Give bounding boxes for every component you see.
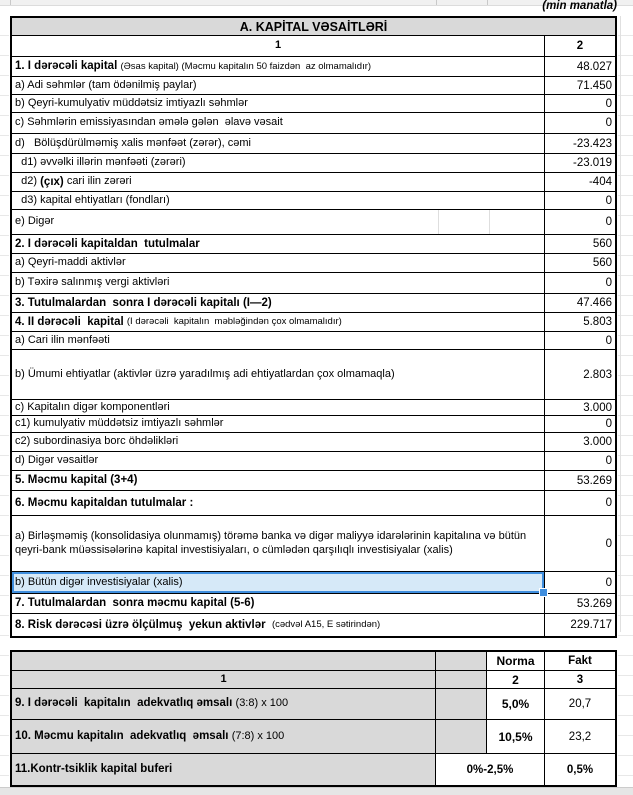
capital-table-title-cell[interactable]: A. KAPİTAL VƏSAİTLƏRİ <box>12 18 615 36</box>
capital-table-row <box>12 614 615 636</box>
capital-table-row <box>12 154 615 173</box>
capital-table-row <box>12 491 615 516</box>
cell-text: c1) kumulyativ müddətsiz imtiyazlı səhmlər <box>15 417 224 430</box>
adequacy-number-spacer-cell[interactable] <box>436 671 487 688</box>
norma-range-cell[interactable]: 0%-2,5% <box>436 754 545 785</box>
capital-table-row <box>12 416 615 433</box>
cell-text: a) Birləşməmiş (konsolidasiya olunmamış) törəmə banka və digər maliyyə idarələrinin kapitalına və bütün qeyri-bank müəssisələrinə kapital investisiyaları, o cümlədən qarşılıqlı investisiyalar (xalis) <box>15 530 530 556</box>
row-value-cell[interactable]: 0 <box>605 216 612 228</box>
norma-header-cell[interactable]: Norma <box>487 652 545 670</box>
row-label-cell[interactable] <box>12 192 545 209</box>
adequacy-label-cell[interactable] <box>12 720 436 753</box>
row-label-cell[interactable] <box>12 235 545 253</box>
row-value-cell[interactable]: -23.423 <box>572 137 612 150</box>
row-label-cell[interactable] <box>12 416 545 432</box>
capital-table-row <box>12 516 615 572</box>
cell-text: b) Təxirə salınmış vergi aktivləri <box>15 276 170 289</box>
cell-text: 3. Tutulmalardan sonra I dərəcəli kapitalı (I—2) <box>15 296 272 309</box>
row-value-cell[interactable]: 71.450 <box>576 79 612 92</box>
row-value-cell[interactable]: 560 <box>592 238 612 250</box>
capital-table-row <box>12 452 615 471</box>
row-value-cell[interactable]: 0 <box>605 576 612 589</box>
row-label-cell[interactable] <box>12 614 545 636</box>
cell-text: 4. II dərəcəli kapital <box>15 315 127 328</box>
row-value-cell[interactable]: 0 <box>605 455 612 467</box>
row-value-cell[interactable]: 3.000 <box>583 436 612 448</box>
norma-value-cell[interactable]: 10,5% <box>487 720 545 753</box>
capital-table-row <box>12 350 615 400</box>
cell-text: a) Qeyri-maddi aktivlər <box>15 256 126 269</box>
row-value-cell[interactable]: 0 <box>605 497 612 509</box>
capital-table <box>10 16 617 638</box>
capital-table-header-row <box>12 36 615 57</box>
capital-table-row <box>12 273 615 294</box>
cell-text: 8. Risk dərəcəsi üzrə ölçülmuş yekun aktivlər <box>15 618 272 631</box>
capital-table-row <box>12 192 615 210</box>
adequacy-col1-number-cell[interactable]: 1 <box>12 671 436 688</box>
adequacy-header-row <box>12 652 615 671</box>
capital-table-row <box>12 173 615 192</box>
row-value-cell[interactable]: 0 <box>605 537 612 550</box>
cell-text: d) Digər vəsaitlər <box>15 454 99 467</box>
adequacy-header-empty-cell[interactable] <box>12 652 436 670</box>
adequacy-number-header-row <box>12 671 615 689</box>
row-value-cell[interactable]: 0 <box>605 334 612 347</box>
row-label-cell[interactable] <box>12 95 545 112</box>
cell-text: 2. I dərəcəli kapitaldan tutulmalar <box>15 237 200 250</box>
capital-table-row <box>12 95 615 113</box>
adequacy-label-cell[interactable] <box>12 754 436 785</box>
cell-text: (Əsas kapital) (Məcmu kapitalın 50 faizdən az olmamalıdır) <box>120 60 372 72</box>
row-label-cell[interactable] <box>12 433 545 451</box>
adequacy-table-row <box>12 689 615 720</box>
sheet-top-gridline-row <box>0 0 633 6</box>
cell-text: b) Qeyri-kumulyativ müddətsiz imtiyazlı səhmlər <box>15 96 248 109</box>
row-value-cell[interactable]: 53.269 <box>576 597 612 610</box>
capital-table-row <box>12 294 615 313</box>
capital-table-row <box>12 400 615 416</box>
cell-text: (I dərəcəli kapitalın məbləğindən çox olmamalıdır) <box>126 316 342 328</box>
horizontal-scrollbar-track[interactable] <box>0 787 633 795</box>
row-label-cell[interactable] <box>12 77 545 94</box>
row-label-cell[interactable] <box>12 294 545 312</box>
cell-text: (çıx) <box>40 175 64 188</box>
fakt-header-cell[interactable]: Fakt <box>568 655 592 667</box>
cell-text: 10. Məcmu kapitalın adekvatlıq əmsalı <box>15 729 232 742</box>
row-value-cell[interactable]: 229.717 <box>570 619 612 631</box>
label-column-header-cell[interactable]: 1 <box>12 36 545 56</box>
capital-table-row <box>12 113 615 134</box>
capital-table-row <box>12 235 615 254</box>
adequacy-col2-number-cell[interactable]: 2 <box>487 671 545 688</box>
capital-table-row <box>12 134 615 154</box>
cell-text: a) Cari ilin mənfəəti <box>15 333 110 346</box>
row-value-cell[interactable]: 3.000 <box>583 401 612 414</box>
row-label-cell[interactable] <box>12 254 545 272</box>
row-label-cell[interactable] <box>12 491 545 515</box>
row-value-cell[interactable]: 53.269 <box>576 474 612 487</box>
capital-table-row <box>12 471 615 491</box>
cell-text: b) Ümumi ehtiyatlar (aktivlər üzrə yaradılmış adi ehtiyatlardan çox olmamaqla) <box>15 367 395 380</box>
row-label-cell[interactable] <box>12 452 545 470</box>
capital-table-row <box>12 57 615 77</box>
capital-table-rows <box>12 57 615 636</box>
capital-table-row <box>12 77 615 95</box>
row-value-cell[interactable]: 2.803 <box>583 368 612 381</box>
cell-text: d3) kapital ehtiyatları (fondları) <box>15 193 170 206</box>
row-value-cell[interactable]: 560 <box>592 257 612 269</box>
value-column-header-cell[interactable]: 2 <box>576 40 584 52</box>
row-value-cell[interactable]: 0 <box>605 117 612 129</box>
row-label-cell[interactable] <box>12 594 545 613</box>
cell-text: cari ilin zərəri <box>63 175 132 188</box>
capital-table-row <box>12 313 615 332</box>
adequacy-label-cell[interactable] <box>12 689 436 719</box>
adequacy-table-row <box>12 754 615 785</box>
cell-text: (3:8) x 100 <box>235 697 289 710</box>
right-column-gridline <box>620 16 621 632</box>
cell-text: a) Adi səhmlər (tam ödənilmiş paylar) <box>15 78 197 91</box>
capital-table-row <box>12 210 615 235</box>
cell-text: d1) əvvəlki illərin mənfəəti (zərəri) <box>15 156 186 169</box>
adequacy-col3-number-cell[interactable]: 3 <box>576 673 584 686</box>
row-value-cell[interactable]: -404 <box>588 176 612 188</box>
cell-text: b) Bütün digər investisiyalar (xalis) <box>15 575 183 588</box>
capital-table-row <box>12 433 615 452</box>
cell-text: 6. Məcmu kapitaldan tutulmalar : <box>15 496 194 509</box>
cell-text: d2) <box>15 175 41 188</box>
row-label-cell[interactable] <box>12 154 545 172</box>
cell-text: c2) subordinasiya borc öhdəlikləri <box>15 435 179 448</box>
capital-table-row <box>12 254 615 273</box>
cell-text: e) Digər <box>15 215 55 228</box>
row-value-cell[interactable]: -23.019 <box>572 157 612 169</box>
capital-table-row <box>12 594 615 614</box>
units-note: (min manatla) <box>542 0 617 12</box>
row-label-cell[interactable] <box>12 332 545 349</box>
row-value-cell[interactable]: 0 <box>605 97 612 110</box>
cell-text: 1. I dərəcəli kapital <box>15 60 121 73</box>
row-label-cell[interactable] <box>12 471 545 490</box>
fakt-value-cell[interactable]: 20,7 <box>568 698 592 710</box>
cell-text: 9. I dərəcəli kapitalın adekvatlıq əmsalı <box>15 697 236 710</box>
capital-table-row <box>12 332 615 350</box>
adequacy-spacer-cell[interactable] <box>436 720 487 753</box>
row-label-cell[interactable] <box>12 134 545 153</box>
fakt-value-cell[interactable]: 0,5% <box>566 763 594 776</box>
row-label-cell[interactable] <box>12 400 545 415</box>
row-value-cell[interactable]: 47.466 <box>576 297 612 309</box>
row-value-cell[interactable]: 0 <box>605 194 612 207</box>
row-label-cell[interactable] <box>12 57 545 76</box>
adequacy-table-row <box>12 720 615 754</box>
cell-text: (7:8) x 100 <box>231 729 285 742</box>
adequacy-header-spacer-cell[interactable] <box>436 652 487 670</box>
adequacy-spacer-cell[interactable] <box>436 689 487 719</box>
cell-text: 5. Məcmu kapital (3+4) <box>15 474 138 487</box>
row-label-cell[interactable] <box>12 210 545 234</box>
adequacy-table <box>10 650 617 787</box>
row-label-cell[interactable] <box>12 173 545 191</box>
row-label-cell[interactable] <box>12 572 545 593</box>
norma-value-cell[interactable]: 5,0% <box>487 689 545 719</box>
row-label-cell[interactable] <box>12 350 545 399</box>
cell-text: 11.Kontr-tsiklik kapital buferi <box>15 762 173 775</box>
fakt-value-cell[interactable]: 23,2 <box>568 730 592 743</box>
row-value-cell[interactable]: 0 <box>605 277 612 289</box>
row-label-cell[interactable] <box>12 516 545 571</box>
cell-text: d) Bölüşdürülməmiş xalis mənfəət (zərər), cəmi <box>15 136 251 149</box>
selection-fill-handle[interactable] <box>539 588 548 597</box>
cell-text: c) Səhmlərin emissiyasından əmələ gələn əlavə vəsait <box>15 116 283 129</box>
row-label-cell[interactable] <box>12 113 545 133</box>
row-label-cell[interactable] <box>12 313 545 331</box>
row-value-cell[interactable]: 48.027 <box>576 60 612 73</box>
adequacy-table-rows <box>12 689 615 785</box>
cell-text: 7. Tutulmalardan sonra məcmu kapital (5-6) <box>15 597 255 610</box>
row-value-cell[interactable]: 0 <box>605 418 612 430</box>
row-value-cell[interactable]: 5.803 <box>583 316 612 328</box>
capital-table-row <box>12 572 615 594</box>
cell-text: (cədvəl A15, E sətirindən) <box>271 619 381 631</box>
row-label-cell[interactable] <box>12 273 545 293</box>
left-margin-gridlines <box>0 16 9 786</box>
cell-text: c) Kapitalın digər komponentləri <box>15 400 170 413</box>
